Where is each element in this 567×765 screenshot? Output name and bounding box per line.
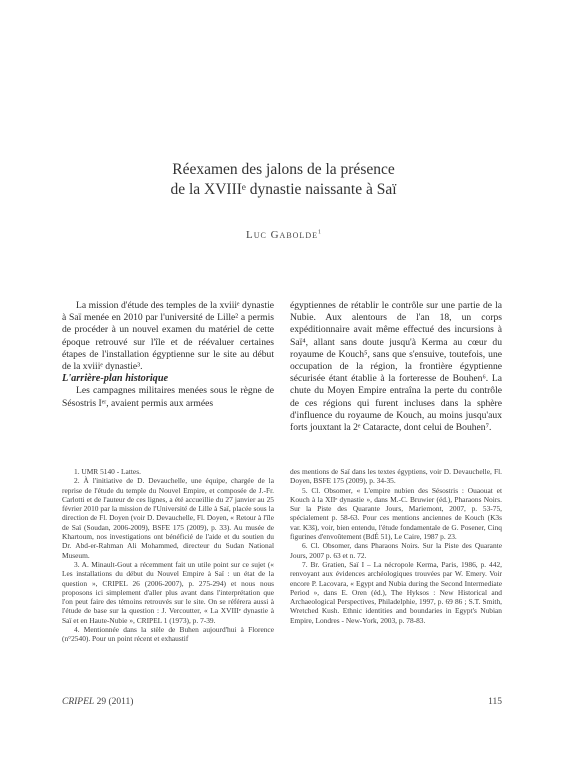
footnote: des mentions de Saï dans les textes égyptiens, voir D. Devauchelle, Fl. Doyen, BSFE 175 (2009), p. 34-35. [290, 467, 502, 486]
footnote: 5. Cl. Obsomer, « L'empire nubien des Sésostris : Ouaouat et Kouch à la XIIᵉ dynastie », dans M.-C. Bruwier (éd.), Pharaons Noirs. Sur la Piste des Quarante Jours, Mariemont, 2007, p. 53-75, spécialement p. 58-63. Pour ces mentions anciennes de Kouch (K3s var. K3š), voir, bien entendu, l'étude fondamentale de G. Posener, Cinq figurines d'envoûtement (BdÉ 51), Le Caire, 1987 p. 23. [290, 485, 502, 542]
footnote: 4. Mentionnée dans la stèle de Buhen aujourd'hui à Florence (n°2540). Pour un point récent et exhaustif [62, 625, 274, 644]
section-heading: L'arrière-plan historique [62, 373, 169, 385]
footnote: 6. Cl. Obsomer, dans Pharaons Noirs. Sur la Piste des Quarante Jours, 2007 p. 63 et n. 72. [290, 541, 502, 560]
title-line-1: Réexamen des jalons de la présence [172, 161, 395, 178]
footnote: 7. Br. Gratien, Saï I – La nécropole Kerma, Paris, 1986, p. 442, renvoyant aux évidences archéologiques trouvées par W. Emery. Voir encore P. Lacovara, « Egypt and Nubia during the Second Intermediate Period », dans E. Oren (éd.), The Hyksos : New Historical and Archaeological Perspectives, Philadelphie, 1997, p. 69 86 ; S.T. Smith, Wretched Kush. Ethnic identities and boundaries in Egypt's Nubian Empire, Londres - New-York, 2003, p. 78-83. [290, 559, 502, 625]
journal-volume: 29 (2011) [96, 697, 134, 707]
body-column-left [62, 300, 274, 410]
footnote: 3. A. Minault-Gout a récemment fait un utile point sur ce sujet (« Les installations du début du Nouvel Empire à Saï : un état de la question », CRIPEL 26 (2006-2007), p. 275-294) et nous nous proposons ici simplement d'aller plus avant dans l'interprétation que l'on peut faire des témoins retrouvés sur le site. On se référera aussi à l'étude de base sur la question : J. Vercoutter, « La XVIIIᵉ dynastie à Saï et en Haute-Nubie », CRIPEL 1 (1973), p. 7-39. [62, 559, 274, 625]
footnote: 1. UMR 5140 - Lattes. [74, 467, 141, 476]
body-column-right [290, 300, 502, 434]
body-paragraph-3: égyptiennes de rétablir le contrôle sur une partie de la Nubie. Aux alentours de l'an 18, un corps expéditionnaire avait même effectué des incursions à Saï⁴, allant sans doute jusqu'à Kerma au cœur du royaume de Kouch⁵, sans que s'ensuive, toutefois, une occupation de la région, la frontière égyptienne sécurisée étant établie à la forteresse de Bouhen⁶. La chute du Moyen Empire entraîna la perte du contrôle de ces régions qui furent incluses dans la sphère d'influence du royaume de Kouch, au moins jusqu'aux forts jouxtant la 2ᵉ Cataracte, dont celui de Bouhen⁷. [290, 300, 502, 434]
footnotes-left [62, 467, 274, 644]
body-paragraph-1: La mission d'étude des temples de la xviiiᵉ dynastie à Saï menée en 2010 par l'université de Lille² a permis de procéder à un nouvel examen du matériel de cette époque retrouvé sur l'île et de réévaluer certaines étapes de l'installation égyptienne sur le site au début de la xviiiᵉ dynastie³. [62, 300, 274, 373]
footnote: 2. À l'initiative de D. Devauchelle, une équipe, chargée de la reprise de l'étude du temple du Nouvel Empire, et composée de J.-Fr. Carlotti et de l'auteur de ces lignes, a été accueillie du 27 janvier au 25 février 2010 par la mission de l'Université de Lille à Saï, placée sous la direction de Fl. Doyen (voir D. Devauchelle, Fl. Doyen, « Retour à l'île de Saï (Soudan, 2006-2009), BSFE 175 (2009), p. 33). Au musée de Khartoum, nos investigations ont bénéficié de l'aide et du soutien du Dr. Abd-er-Rahman Ali Mohammed, directeur du Sudan National Museum. [62, 476, 274, 560]
journal-name: CRIPEL [62, 697, 95, 707]
footnotes-right [290, 467, 502, 625]
running-footer [62, 697, 133, 707]
article-title [0, 160, 567, 200]
author-note-ref: 1 [317, 229, 321, 236]
author-byline [0, 229, 567, 241]
page-number: 115 [488, 697, 502, 707]
body-paragraph-2: Les campagnes militaires menées sous le règne de Sésostris Iᵉʳ, avaient permis aux armées [62, 385, 274, 409]
author-name: Luc Gabolde [246, 229, 318, 241]
title-line-2: de la XVIIIᵉ dynastie naissante à Saï [170, 181, 397, 198]
